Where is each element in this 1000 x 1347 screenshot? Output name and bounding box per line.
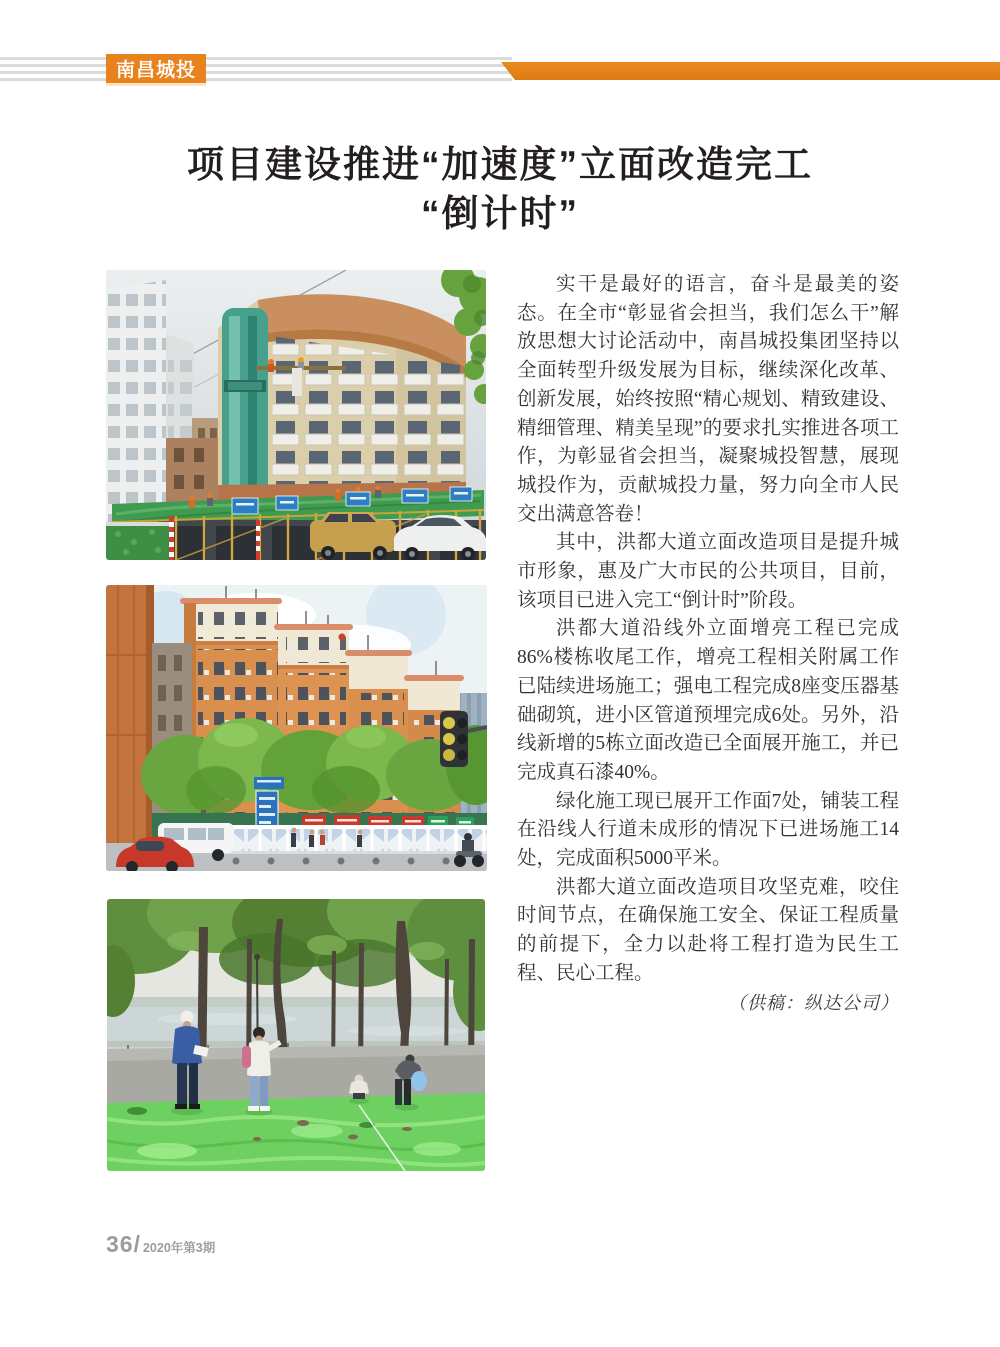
article-paragraph: 其中，洪都大道立面改造项目是提升城市形象，惠及广大市民的公共项目，目前，该项目已进入完工“倒计时”阶段。 [517, 532, 899, 611]
article-paragraph: 洪都大道立面改造项目攻坚克难，咬住时间节点，在确保施工安全、保证工程质量的前提下，全力以赴将工程打造为民生工程、民心工程。 [517, 876, 899, 984]
section-badge: 南昌城投 [106, 54, 206, 83]
article-paragraph: 绿化施工现已展开工作面7处，铺装工程在沿线人行道未成形的情况下已进场施工14处，完成面积5000平米。 [517, 790, 899, 870]
page-number: 36/ [106, 1231, 141, 1257]
photo-residential-buildings [106, 585, 487, 871]
photo-residential-buildings-art [106, 585, 487, 871]
badge-shadow [106, 83, 206, 86]
article-title-line2: “倒计时” [421, 193, 579, 234]
photo-facade-renovation-art [106, 270, 486, 560]
issue-label: 2020年第3期 [142, 1241, 216, 1255]
article-paragraph: 洪都大道沿线外立面增亮工程已完成86%楼栋收尾工作，增亮工程相关附属工作已陆续进场施工；强电工程完成8座变压器基础砌筑，进小区管道预埋完成6处。另外，沿线新增的5栋立面改造已全面展开施工，并已完成真石漆40%。 [517, 618, 899, 783]
page-footer [106, 1231, 215, 1258]
photo-greening-survey-art [107, 899, 485, 1171]
article-title [0, 140, 1000, 238]
article-body [517, 271, 899, 1017]
header-banner [501, 62, 1000, 80]
photo-facade-renovation [106, 270, 486, 560]
article-byline: （供稿：纵达公司） [728, 992, 899, 1013]
photo-greening-survey [107, 899, 485, 1171]
header-stripes [0, 57, 512, 85]
article-paragraph: 实干是最好的语言，奋斗是最美的姿态。在全市“彰显省会担当，我们怎么干”解放思想大讨论活动中，南昌城投集团坚持以全面转型升级发展为目标，继续深化改革、创新发展，始终按照“精心规划、精致建设、精细管理、精美呈现”的要求扎实推进各项工作，为彰显省会担当，凝聚城投智慧，展现城投作为，贡献城投力量，努力向全市人民交出满意答卷！ [517, 274, 899, 525]
article-title-line1: 项目建设推进“加速度”立面改造完工 [187, 144, 813, 185]
